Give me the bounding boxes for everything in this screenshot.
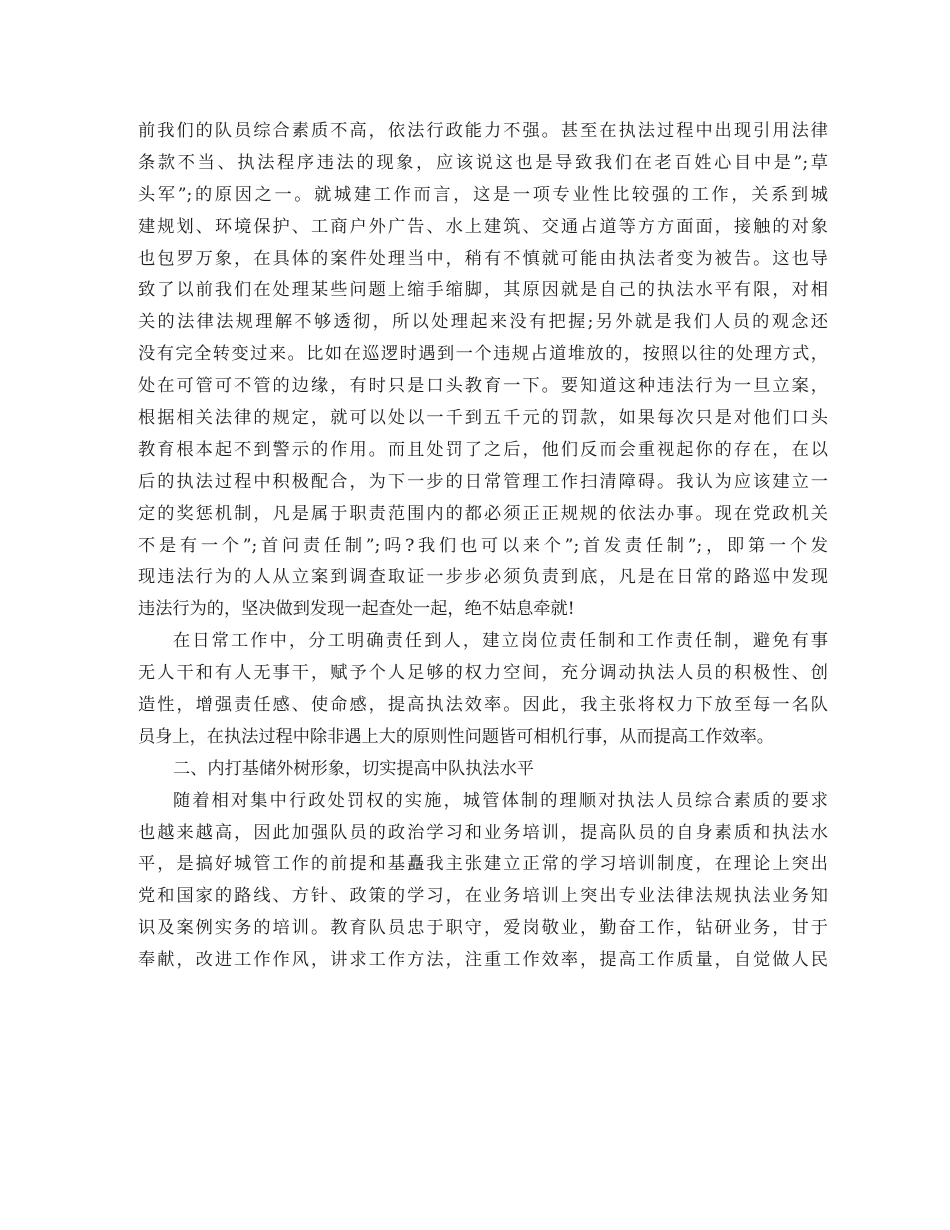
text-line: 教育根本起不到警示的作用。而且处罚了之后，他们反而会重视起你的存在，在以 [138, 439, 828, 460]
text-line: 后的执法过程中积极配合，为下一步的日常管理工作扫清障碍。我认为应该建立一 [138, 471, 828, 492]
section-heading [138, 754, 828, 786]
paragraph [138, 786, 828, 977]
text-line: 没有完全转变过来。比如在巡逻时遇到一个违规占道堆放的，按照以往的处理方式， [138, 344, 828, 365]
text-line: 造性，增强责任感、使命感，提高执法效率。因此，我主张将权力下放至每一名队 [138, 695, 828, 716]
text-line: 建规划、环境保护、工商户外广告、水上建筑、交通占道等方方面面，接触的对象 [138, 216, 828, 237]
text-line: 也包罗万象，在具体的案件处理当中，稍有不慎就可能由执法者变为被告。这也导 [138, 248, 828, 269]
document-page [138, 116, 828, 977]
text-line: 在日常工作中，分工明确责任到人，建立岗位责任制和工作责任制，避免有事 [173, 631, 828, 652]
text-line: 员身上，在执法过程中除非遇上大的原则性问题皆可相机行事，从而提高工作效率。 [138, 726, 774, 747]
text-line: 头军”;的原因之一。就城建工作而言，这是一项专业性比较强的工作，关系到城 [138, 184, 828, 205]
text-line: 致了以前我们在处理某些问题上缩手缩脚，其原因就是自己的执法水平有限，对相 [138, 280, 828, 301]
text-line: 处在可管可不管的边缘，有时只是口头教育一下。要知道这种违法行为一旦立案， [138, 376, 828, 397]
text-line: 党和国家的路线、方针、政策的学习，在业务培训上突出专业法律法规执法业务知 [138, 886, 828, 907]
paragraph [138, 116, 828, 626]
text-line: 现违法行为的人从立案到调查取证一步步必须负责到底，凡是在日常的路巡中发现 [138, 567, 828, 588]
text-line: 定的奖惩机制，凡是属于职责范围内的都必须正正规规的依法办事。现在党政机关 [138, 503, 828, 524]
text-line: 不是有一个”;首问责任制”;吗?我们也可以来个”;首发责任制”;，即第一个发 [138, 535, 828, 556]
text-line: 奉献，改进工作作风，讲求工作方法，注重工作效率，提高工作质量，自觉做人民 [138, 950, 828, 971]
heading-line: 二、内打基储外树形象，切实提高中队执法水平 [173, 758, 534, 779]
text-line: 平，是搞好城管工作的前提和基矗我主张建立正常的学习培训制度，在理论上突出 [138, 854, 828, 875]
text-line: 条款不当、执法程序违法的现象，应该说这也是导致我们在老百姓心目中是”;草 [138, 152, 828, 173]
text-line: 无人干和有人无事干，赋予个人足够的权力空间，充分调动执法人员的积极性、创 [138, 663, 828, 684]
text-line: 根据相关法律的规定，就可以处以一千到五千元的罚款，如果每次只是对他们口头 [138, 408, 828, 429]
text-line: 识及案例实务的培训。教育队员忠于职守，爱岗敬业，勤奋工作，钻研业务，甘于 [138, 918, 828, 939]
text-line: 随着相对集中行政处罚权的实施，城管体制的理顺对执法人员综合素质的要求 [173, 790, 828, 811]
text-line: 前我们的队员综合素质不高，依法行政能力不强。甚至在执法过程中出现引用法律 [138, 121, 828, 141]
paragraph [138, 626, 828, 754]
text-line: 也越来越高，因此加强队员的政治学习和业务培训，提高队员的自身素质和执法水 [138, 822, 828, 843]
text-line: 关的法律法规理解不够透彻，所以处理起来没有把握;另外就是我们人员的观念还 [138, 312, 828, 333]
text-line: 违法行为的，坚决做到发现一起查处一起，绝不姑息牵就! [138, 599, 575, 620]
